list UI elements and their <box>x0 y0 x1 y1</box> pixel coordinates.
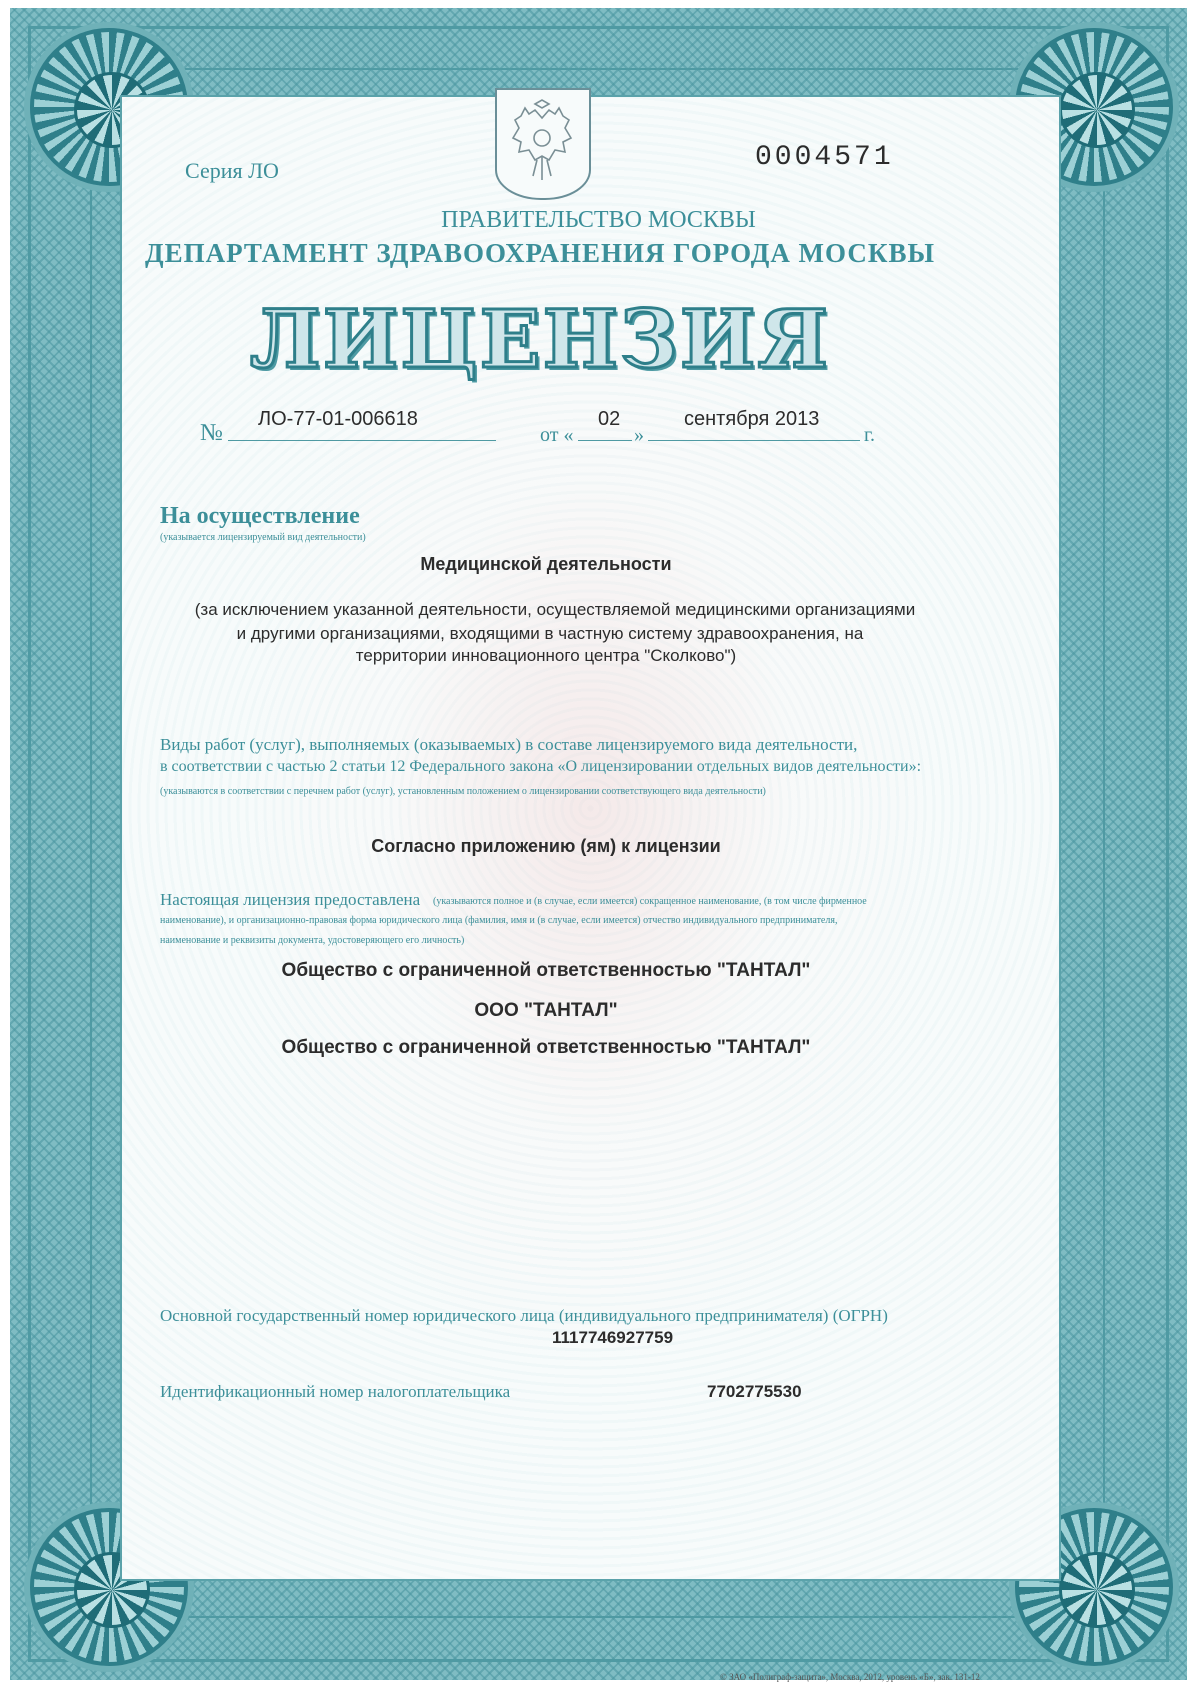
number-underline <box>228 440 496 441</box>
works-value: Согласно приложению (ям) к лицензии <box>371 836 721 856</box>
series-label: Серия ЛО <box>185 158 279 183</box>
department-title: ДЕПАРТАМЕНТ ЗДРАВООХРАНЕНИЯ ГОРОДА МОСКВЫ <box>145 238 935 268</box>
day-underline <box>578 440 632 441</box>
activity-heading: На осуществление <box>160 503 360 529</box>
month-underline <box>648 440 860 441</box>
number-sign: № <box>200 420 223 446</box>
double-headed-eagle-icon <box>507 98 577 188</box>
license-month-year: сентября 2013 <box>684 408 820 430</box>
ogrn-value: 1117746927759 <box>552 1328 674 1347</box>
year-suffix: г. <box>864 424 875 446</box>
holder-note-line-2: наименование), и организационно-правовая форма юридического лица (фамилия, имя и (в случае, если имеется) отчество индивидуального предпринимателя, <box>160 915 838 926</box>
holder-note-line-3: наименование и реквизиты документа, удостоверяющего его личность) <box>160 935 465 946</box>
works-heading-line-1: Виды работ (услуг), выполняемых (оказываемых) в составе лицензируемого вида деятельности, <box>160 735 858 754</box>
ogrn-label: Основной государственный номер юридического лица (индивидуального предпринимателя) (ОГРН) <box>160 1306 888 1325</box>
date-prefix: от « <box>540 424 574 446</box>
works-note: (указываются в соответствии с перечнем работ (услуг), установленным положением о лицензировании соответствующего вида деятельности) <box>160 786 766 797</box>
holder-heading: Настоящая лицензия предоставлена <box>160 890 421 909</box>
activity-heading-note: (указывается лицензируемый вид деятельности) <box>160 532 366 543</box>
holder-brand-name: Общество с ограниченной ответственностью "ТАНТАЛ" <box>281 1037 811 1058</box>
activity-detail-line-2: и другими организациями, входящими в частную систему здравоохранения, на <box>236 624 864 643</box>
inn-label: Идентификационный номер налогоплательщика <box>160 1382 511 1401</box>
holder-note-line-1: (указываются полное и (в случае, если имеется) сокращенное наименование, (в том числе фирменное <box>433 896 867 907</box>
works-heading-line-2: в соответствии с частью 2 статьи 12 Федерального закона «О лицензировании отдельных видов деятельности»: <box>160 758 922 775</box>
date-quote-close: » <box>634 424 644 446</box>
activity-name: Медицинской деятельности <box>420 554 672 574</box>
license-number: ЛО-77-01-006618 <box>258 408 418 430</box>
inn-value: 7702775530 <box>707 1382 802 1401</box>
license-day: 02 <box>598 408 621 430</box>
activity-detail-line-1: (за исключением указанной деятельности, осуществляемой медицинскими организациями <box>194 600 916 619</box>
blank-serial-number: 0004571 <box>755 142 894 173</box>
activity-detail-line-3: территории инновационного центра "Сколково") <box>355 646 737 665</box>
holder-short-name: ООО "ТАНТАЛ" <box>474 1000 618 1021</box>
printer-imprint: © ЗАО «Полиграф-защита», Москва, 2012, уровень «Б», зак. 131-12 <box>720 1672 980 1682</box>
coat-of-arms-emblem <box>495 88 591 200</box>
holder-full-name: Общество с ограниченной ответственностью "ТАНТАЛ" <box>281 960 811 981</box>
license-title: ЛИЦЕНЗИЯ <box>249 292 831 386</box>
government-title: ПРАВИТЕЛЬСТВО МОСКВЫ <box>441 207 756 233</box>
